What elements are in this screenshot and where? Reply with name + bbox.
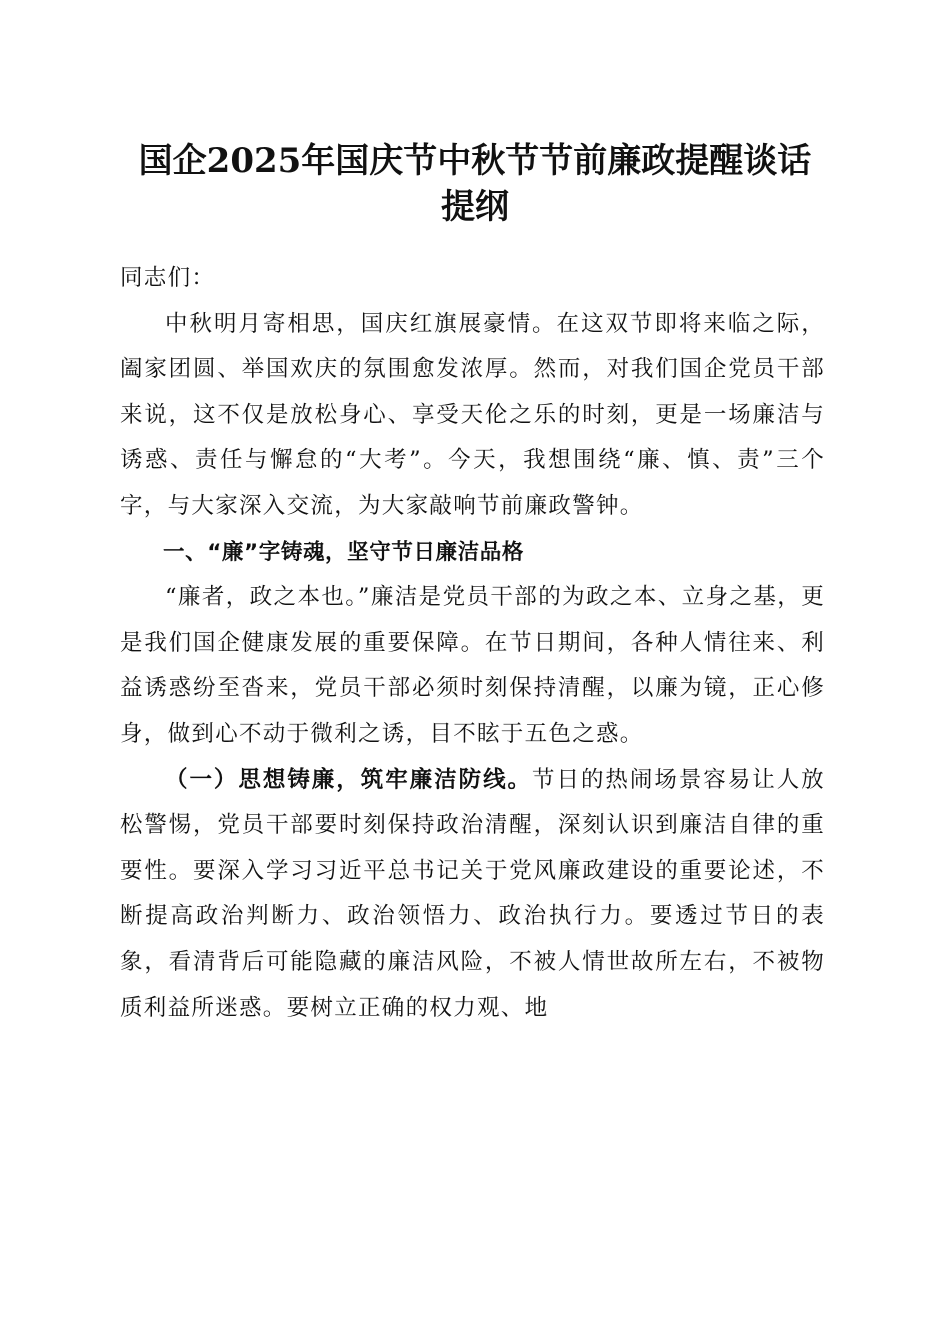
salutation: 同志们：: [120, 265, 216, 291]
subsection-1-text: 节日的热闹场景容易让人放松警惕，党员干部要时刻保持政治清醒，深刻认识到廉洁自律的重要性。要深入学习习近平总书记关于党风廉政建设的重要论述，不断提高政治判断力、政治领悟力、政治执行力。要透过节日的表象，看清背后可能隐藏的廉洁风险，不被人情世故所左右，不被物质利益所迷惑。要树立正确的权力观、地: [120, 766, 825, 1021]
section-1-heading: 一、“廉”字铸魂，坚守节日廉洁品格: [163, 539, 524, 565]
document-body: [120, 256, 825, 1031]
section-1-paragraph: “廉者，政之本也。”廉洁是党员干部的为政之本、立身之基，更是我们国企健康发展的重要保障。在节日期间，各种人情往来、利益诱惑纷至沓来，党员干部必须时刻保持清醒，以廉为镜，正心修身，做到心不动于微利之诱，目不眩于五色之惑。: [120, 584, 825, 747]
intro-paragraph: 中秋明月寄相思，国庆红旗展豪情。在这双节即将来临之际，阖家团圆、举国欢庆的氛围愈发浓厚。然而，对我们国企党员干部来说，这不仅是放松身心、享受天伦之乐的时刻，更是一场廉洁与诱惑、责任与懈怠的“大考”。今天，我想围绕“廉、慎、责”三个字，与大家深入交流，为大家敲响节前廉政警钟。: [120, 310, 825, 519]
title-line-2: 提纲: [441, 187, 509, 227]
document-title: [100, 138, 850, 230]
title-line-1: 国企2025年国庆节中秋节节前廉政提醒谈话: [138, 141, 812, 181]
subsection-1-paragraph: [120, 758, 825, 1032]
subsection-1-lead: （一）思想铸廉，筑牢廉洁防线。: [165, 766, 533, 793]
